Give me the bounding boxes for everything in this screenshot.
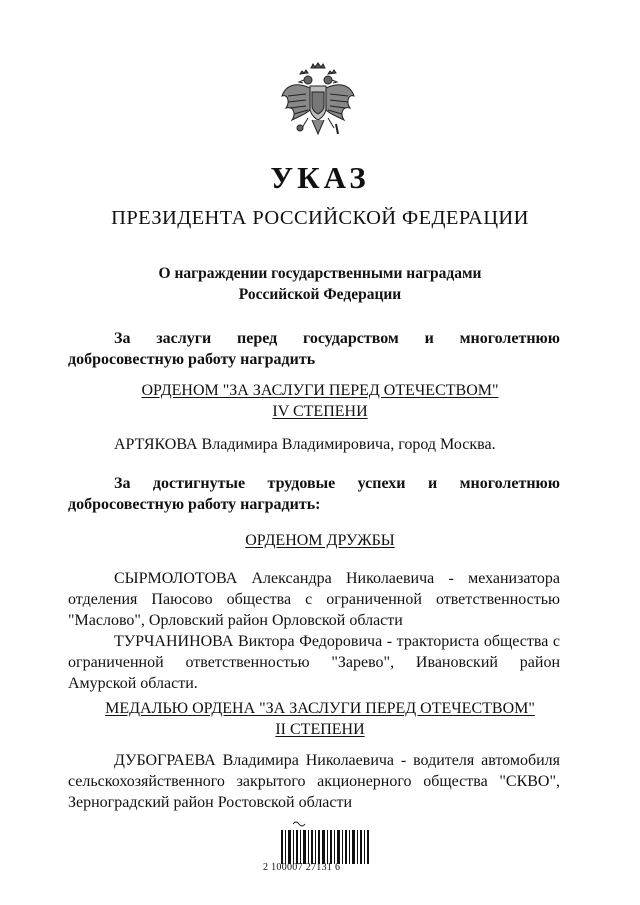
decree-title: УКАЗ (270, 160, 370, 195)
recipient-text: ТУРЧАНИНОВА Виктора Федоровича - тракториста общества с ограниченной ответственностью "Зарево", Ивановский район Амурской области. (68, 633, 560, 692)
recipient-text: АРТЯКОВА Владимира Владимировича, город Москва. (114, 436, 496, 453)
recipient-entry (68, 568, 560, 631)
award-heading (0, 380, 640, 422)
recipient-entry (68, 434, 560, 455)
decree-subject-line: О награждении государственными наградами (158, 265, 482, 282)
recipient-text: ДУБОГРАЕВА Владимира Николаевича - водителя автомобиля сельскохозяйственного закрытого акционерного общества "СКВО", Зерноградский район Ростовской области (68, 752, 560, 811)
recipient-entry (68, 631, 560, 694)
award-heading-line: ОРДЕНОМ ДРУЖБЫ (245, 532, 395, 549)
recipient-entry (68, 750, 560, 813)
award-heading (0, 698, 640, 740)
section-intro (68, 473, 560, 515)
section-intro-line: добросовестную работу наградить (68, 351, 316, 368)
award-heading-line: IV СТЕПЕНИ (272, 403, 368, 420)
award-heading-line: II СТЕПЕНИ (275, 721, 365, 738)
recipient-text: СЫРМОЛОТОВА Александра Николаевича - механизатора отделения Паюсово общества с ограниченной ответственностью "Маслово", Орловский район Орловской области (68, 570, 560, 629)
section-intro (68, 328, 560, 370)
award-heading-line: МЕДАЛЬЮ ОРДЕНА "ЗА ЗАСЛУГИ ПЕРЕД ОТЕЧЕСТВОМ" (105, 700, 535, 717)
award-heading (0, 530, 640, 551)
decree-subject (0, 263, 640, 305)
section-intro-line: За заслуги перед государством и многолетнюю (114, 330, 560, 347)
barcode-icon (281, 818, 369, 864)
coat-of-arms-icon (278, 62, 358, 144)
decree-issuer: ПРЕЗИДЕНТА РОССИЙСКОЙ ФЕДЕРАЦИИ (111, 207, 529, 229)
decree-subject-line: Российской Федерации (238, 286, 402, 303)
section-intro-line: добросовестную работу наградить: (68, 496, 321, 513)
award-heading-line: ОРДЕНОМ "ЗА ЗАСЛУГИ ПЕРЕД ОТЕЧЕСТВОМ" (141, 382, 499, 399)
barcode-number: 2 100007 27131 6 (263, 862, 341, 873)
section-intro-line: За достигнутые трудовые успехи и многолетнюю (114, 475, 560, 492)
